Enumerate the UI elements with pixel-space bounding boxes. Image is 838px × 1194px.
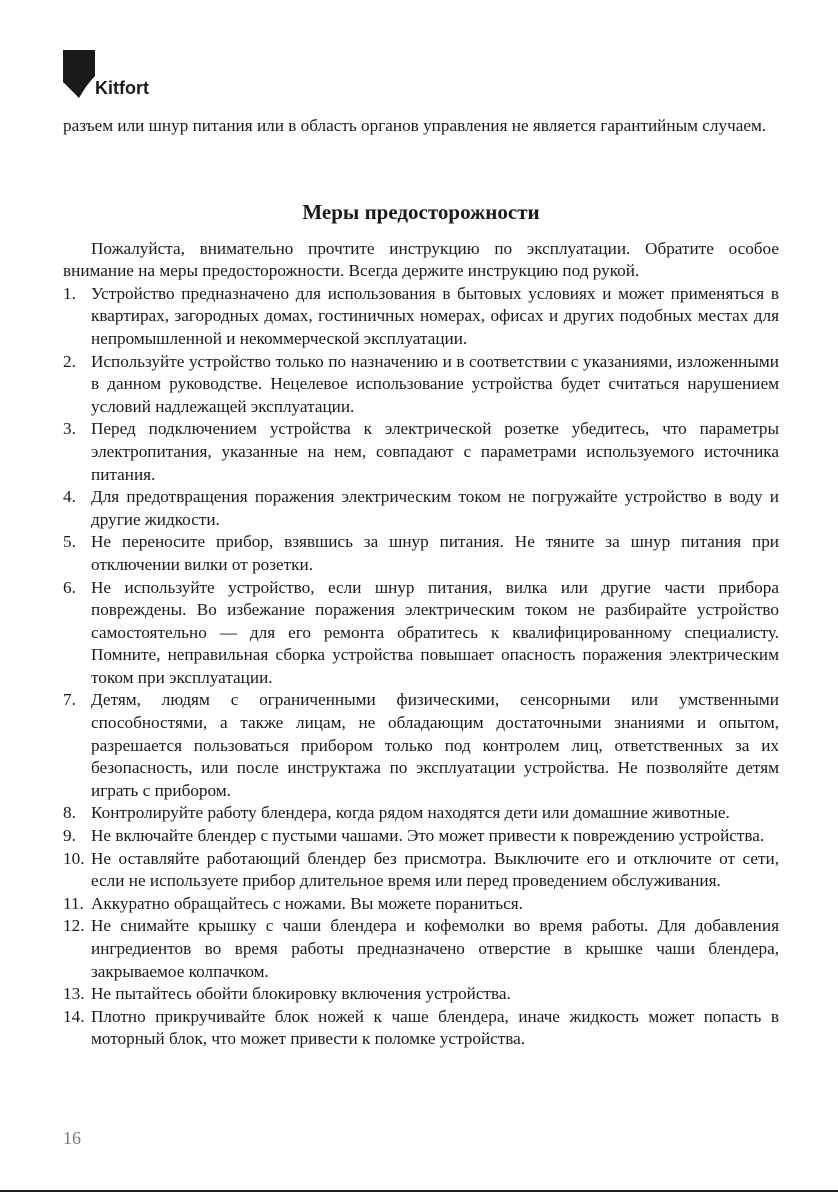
page-number: 16	[63, 1128, 81, 1148]
precaution-text: Перед подключением устройства к электрической розетке убедитесь, что параметры электропитания, указанные на нем, совпадают с параметрами используемого источника питания.	[91, 419, 779, 484]
precaution-number: 10.	[63, 848, 85, 868]
precaution-number: 4.	[63, 487, 76, 507]
precaution-item	[63, 983, 779, 1006]
precaution-text: Не оставляйте работающий блендер без присмотра. Выключите его и отключите от сети, если не используете прибор длительное время или перед проведением обслуживания.	[91, 848, 779, 891]
precaution-number: 11.	[63, 893, 84, 913]
precaution-item	[63, 531, 779, 576]
precaution-number: 5.	[63, 532, 76, 552]
precaution-number: 14.	[63, 1006, 85, 1026]
precaution-item	[63, 283, 779, 351]
precaution-text: Детям, людям с ограниченными физическими, сенсорными или умственными способностями, а также лицам, не обладающим достаточными знаниями и опытом, разрешается пользоваться прибором только под контролем лиц, ответственных за их безопасность, или после инструктажа по эксплуатации устройства. Не позволяйте детям играть с прибором.	[91, 690, 779, 800]
precaution-text: Контролируйте работу блендера, когда рядом находятся дети или домашние животные.	[91, 803, 730, 823]
precaution-item	[63, 351, 779, 419]
precaution-text: Не используйте устройство, если шнур питания, вилка или другие части прибора повреждены. Во избежание поражения электрическим током не разбирайте устройство самостоятельно — для его ремонта обратитесь к квалифицированному специалисту. Помните, неправильная сборка устройства повышает опасность поражения электрическим током при эксплуатации.	[91, 577, 779, 687]
precaution-item	[63, 893, 779, 916]
precaution-item	[63, 1006, 779, 1051]
precaution-text: Для предотвращения поражения электрическим током не погружайте устройство в воду и другие жидкости.	[91, 487, 779, 529]
precaution-text: Не пытайтесь обойти блокировку включения устройства.	[91, 984, 511, 1004]
precaution-item	[63, 418, 779, 486]
intro-paragraph: Пожалуйста, внимательно прочтите инструкцию по эксплуатации. Обратите особое внимание на меры предосторожности. Всегда держите инструкцию под рукой.	[63, 238, 779, 281]
precaution-item	[63, 915, 779, 983]
precaution-number: 6.	[63, 577, 76, 597]
precaution-item	[63, 689, 779, 802]
precaution-item	[63, 486, 779, 531]
precaution-text: Не переносите прибор, взявшись за шнур питания. Не тяните за шнур питания при отключении вилки от розетки.	[91, 532, 779, 574]
precaution-item	[63, 577, 779, 690]
continuation-paragraph: разъем или шнур питания или в область органов управления не является гарантийным случаем.	[63, 116, 767, 135]
precaution-number: 3.	[63, 419, 76, 439]
precaution-text: Не включайте блендер с пустыми чашами. Это может привести к повреждению устройства.	[91, 826, 765, 846]
precaution-number: 13.	[63, 984, 85, 1004]
precaution-number: 7.	[63, 690, 76, 710]
precaution-number: 9.	[63, 826, 76, 846]
precaution-text: Устройство предназначено для использования в бытовых условиях и может применяться в квартирах, загородных домах, гостиничных номерах, офисах и других подобных местах для непромышленной и некоммерческой эксплуатации.	[91, 283, 779, 348]
precaution-item	[63, 848, 779, 893]
page-content	[63, 115, 779, 1051]
precaution-item	[63, 825, 779, 848]
bottom-divider	[0, 1190, 838, 1192]
precaution-text: Плотно прикручивайте блок ножей к чаше блендера, иначе жидкость может попасть в моторный блок, что может привести к поломке устройства.	[91, 1006, 779, 1049]
precaution-number: 2.	[63, 351, 76, 371]
precaution-text: Используйте устройство только по назначению и в соответствии с указаниями, изложенными в данном руководстве. Нецелевое использование устройства будет считаться нарушением условий надлежащей эксплуатации.	[91, 351, 779, 416]
brand-name: Kitfort	[95, 78, 149, 98]
precaution-item	[63, 802, 779, 825]
precaution-number: 1.	[63, 283, 76, 303]
kitfort-logo-mark-icon	[63, 50, 95, 98]
precaution-number: 8.	[63, 803, 76, 823]
precaution-number: 12.	[63, 916, 85, 936]
precaution-text: Аккуратно обращайтесь с ножами. Вы можете пораниться.	[91, 893, 523, 913]
precautions-list	[63, 283, 779, 1051]
kitfort-logo	[63, 50, 203, 100]
precaution-text: Не снимайте крышку с чаши блендера и кофемолки во время работы. Для добавления ингредиентов во время работы предназначено отверстие в крышке чаши блендера, закрываемое колпачком.	[91, 916, 779, 981]
section-title: Меры предосторожности	[302, 199, 540, 224]
